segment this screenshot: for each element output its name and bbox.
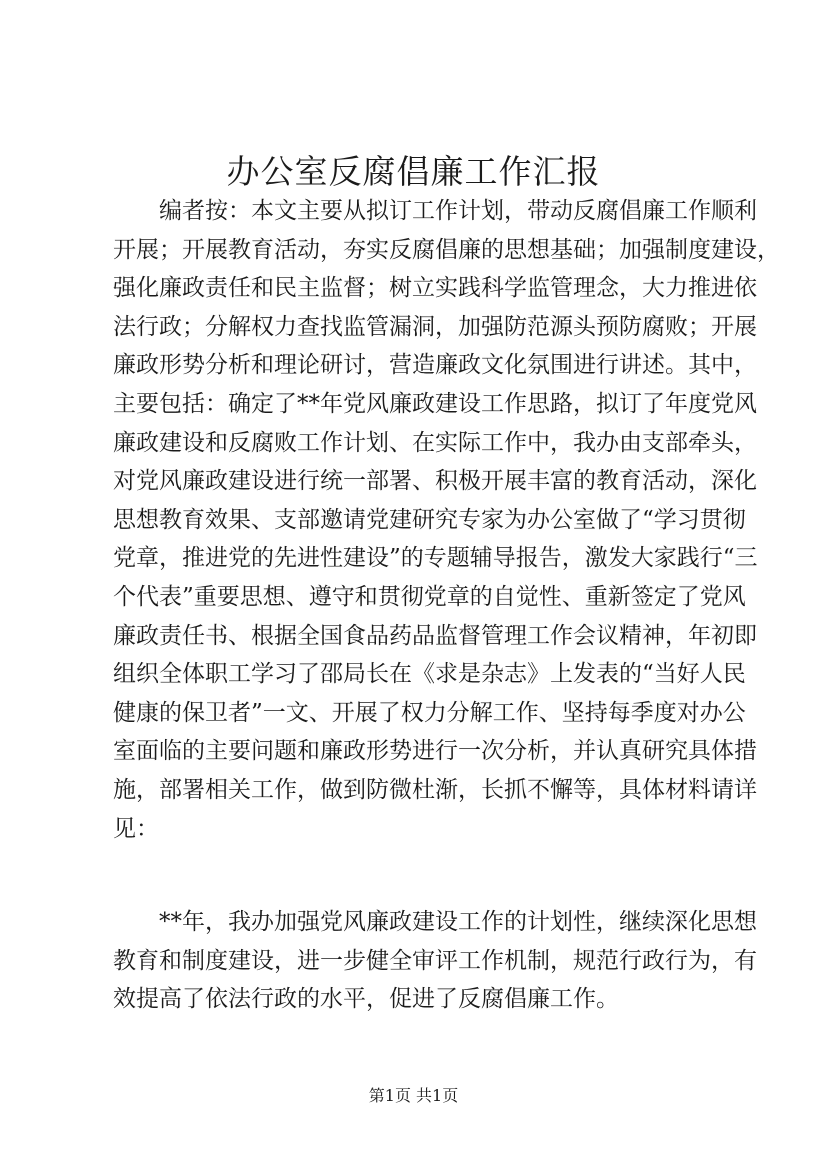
paragraph-line: 室面临的主要问题和廉政形势进行一次分析，并认真研究具体措 (113, 738, 757, 765)
paragraph-editor-note (113, 192, 780, 848)
paragraph-line: 健康的保卫者”一文、开展了权力分解工作、坚持每季度对办公 (113, 699, 746, 726)
paragraph-line: 思想教育效果、支部邀请党建研究专家为办公室做了“学习贯彻 (113, 506, 746, 533)
paragraph-line: 强化廉政责任和民主监督；树立实践科学监管理念，大力推进依 (113, 275, 757, 302)
paragraph-line: 党章，推进党的先进性建设”的专题辅导报告，激发大家践行“三 (113, 545, 758, 572)
paragraph-line: 教育和制度建设，进一步健全审评工作机制，规范行政行为，有 (113, 947, 757, 974)
page-footer: 第1页 共1页 (368, 1086, 459, 1105)
paragraph-line: 廉政建设和反腐败工作计划、在实际工作中，我办由支部牵头， (113, 429, 757, 456)
paragraph-line: **年，我办加强党风廉政建设工作的计划性，继续深化思想 (159, 909, 757, 935)
paragraph-line: 法行政；分解权力查找监管漏洞，加强防范源头预防腐败；开展 (113, 313, 757, 340)
paragraph-line: 组织全体职工学习了邵局长在《求是杂志》上发表的“当好人民 (113, 661, 746, 688)
document-title: 办公室反腐倡廉工作汇报 (226, 152, 601, 191)
paragraph-line: 见： (113, 815, 159, 842)
paragraph-line: 编者按：本文主要从拟订工作计划，带动反腐倡廉工作顺利 (159, 198, 757, 224)
paragraph-body (113, 903, 757, 1019)
paragraph-line: 个代表”重要思想、遵守和贯彻党章的自觉性、重新签定了党风 (113, 583, 746, 610)
paragraph-line: 廉政责任书、根据全国食品药品监督管理工作会议精神，年初即 (113, 622, 757, 649)
paragraph-line: 对党风廉政建设进行统一部署、积极开展丰富的教育活动，深化 (113, 468, 757, 495)
paragraph-line: 开展；开展教育活动，夯实反腐倡廉的思想基础；加强制度建设， (113, 236, 780, 263)
paragraph-line: 廉政形势分析和理论研讨，营造廉政文化氛围进行讲述。其中， (113, 352, 757, 379)
paragraph-line: 施，部署相关工作，做到防微杜渐，长抓不懈等，具体材料请详 (113, 776, 757, 803)
paragraph-line: 效提高了依法行政的水平，促进了反腐倡廉工作。 (113, 986, 619, 1013)
paragraph-line: 主要包括：确定了**年党风廉政建设工作思路，拟订了年度党风 (113, 390, 757, 417)
